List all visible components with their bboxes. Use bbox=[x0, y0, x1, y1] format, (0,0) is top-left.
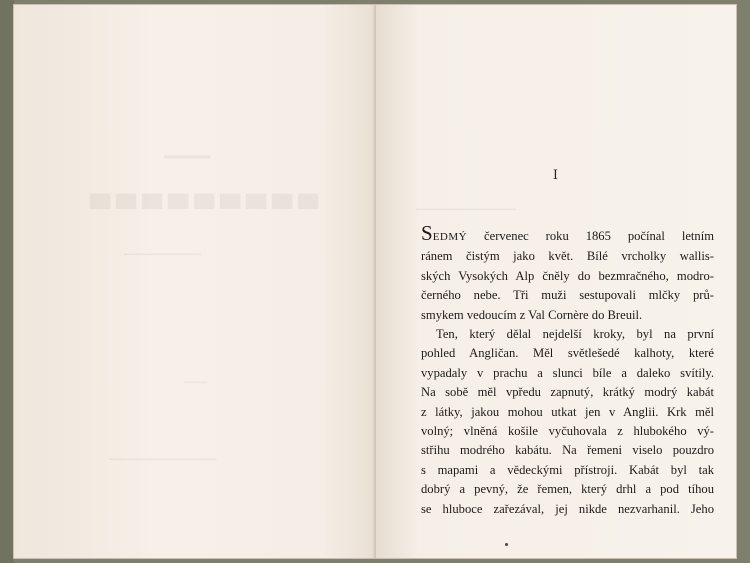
text-line: s mapami a vědeckými přístroji. Kabát byl tak bbox=[421, 462, 714, 477]
text-line: ránem čistým jako květ. Bílé vrcholky wallis- bbox=[421, 249, 714, 264]
chapter-number: I bbox=[552, 168, 560, 183]
right-page bbox=[376, 5, 736, 558]
body-text bbox=[421, 224, 714, 519]
show-through-text: ▀▀▀▀▀▀▀▀▀ bbox=[84, 195, 318, 225]
text-line bbox=[421, 224, 714, 247]
show-through-text: ▔▔▔ bbox=[184, 383, 208, 394]
drop-cap: S bbox=[421, 224, 433, 245]
show-through-text: ▔▔▔ bbox=[164, 155, 211, 179]
text-line: střihu modrého kabátu. Na řemeni viselo pouzdro bbox=[421, 443, 714, 458]
text-line: volný; vlněná košile vyčuhovala z hlubokého vý- bbox=[421, 424, 714, 439]
text-line: černého nebe. Tři muži sestupovali mlčky prů- bbox=[421, 288, 714, 303]
show-through-text: ▔▔▔▔▔▔▔▔▔▔▔▔▔▔ bbox=[109, 460, 217, 471]
left-page bbox=[14, 5, 376, 558]
show-through-text: ▔▔▔▔▔▔▔▔▔▔▔▔▔ bbox=[416, 210, 516, 221]
line-text: červenec roku 1865 počínal letním bbox=[467, 229, 714, 243]
book-spread bbox=[14, 5, 736, 558]
text-line: smykem vedoucím z Val Cornère do Breuil. bbox=[421, 307, 643, 322]
book-edge bbox=[0, 0, 14, 563]
print-speck bbox=[505, 543, 508, 546]
text-line: Na sobě měl vpředu zapnutý, krátký modrý kabát bbox=[421, 385, 714, 400]
text-line: se hluboce zařezával, jej nikde nezvarhanil. Jeho bbox=[421, 501, 714, 516]
text-line: z látky, jakou mohou utkat jen v Anglii. Krk měl bbox=[421, 404, 714, 419]
text-line: vypadaly v prachu a slunci bíle a daleko svítily. bbox=[421, 365, 714, 380]
text-line: dobrý a pevný, že řemen, který drhl a pod tíhou bbox=[421, 482, 714, 497]
text-line: pohled Angličan. Měl světlešedé kalhoty, které bbox=[421, 346, 714, 361]
text-line: Ten, který dělal nejdelší kroky, byl na první bbox=[436, 327, 714, 342]
text-line: ských Vysokých Alp čněly do bezmračného, modro- bbox=[421, 268, 714, 283]
show-through-text: ▔▔▔▔▔▔▔▔▔▔ bbox=[124, 255, 201, 266]
small-caps-word: EDMÝ bbox=[432, 231, 468, 243]
